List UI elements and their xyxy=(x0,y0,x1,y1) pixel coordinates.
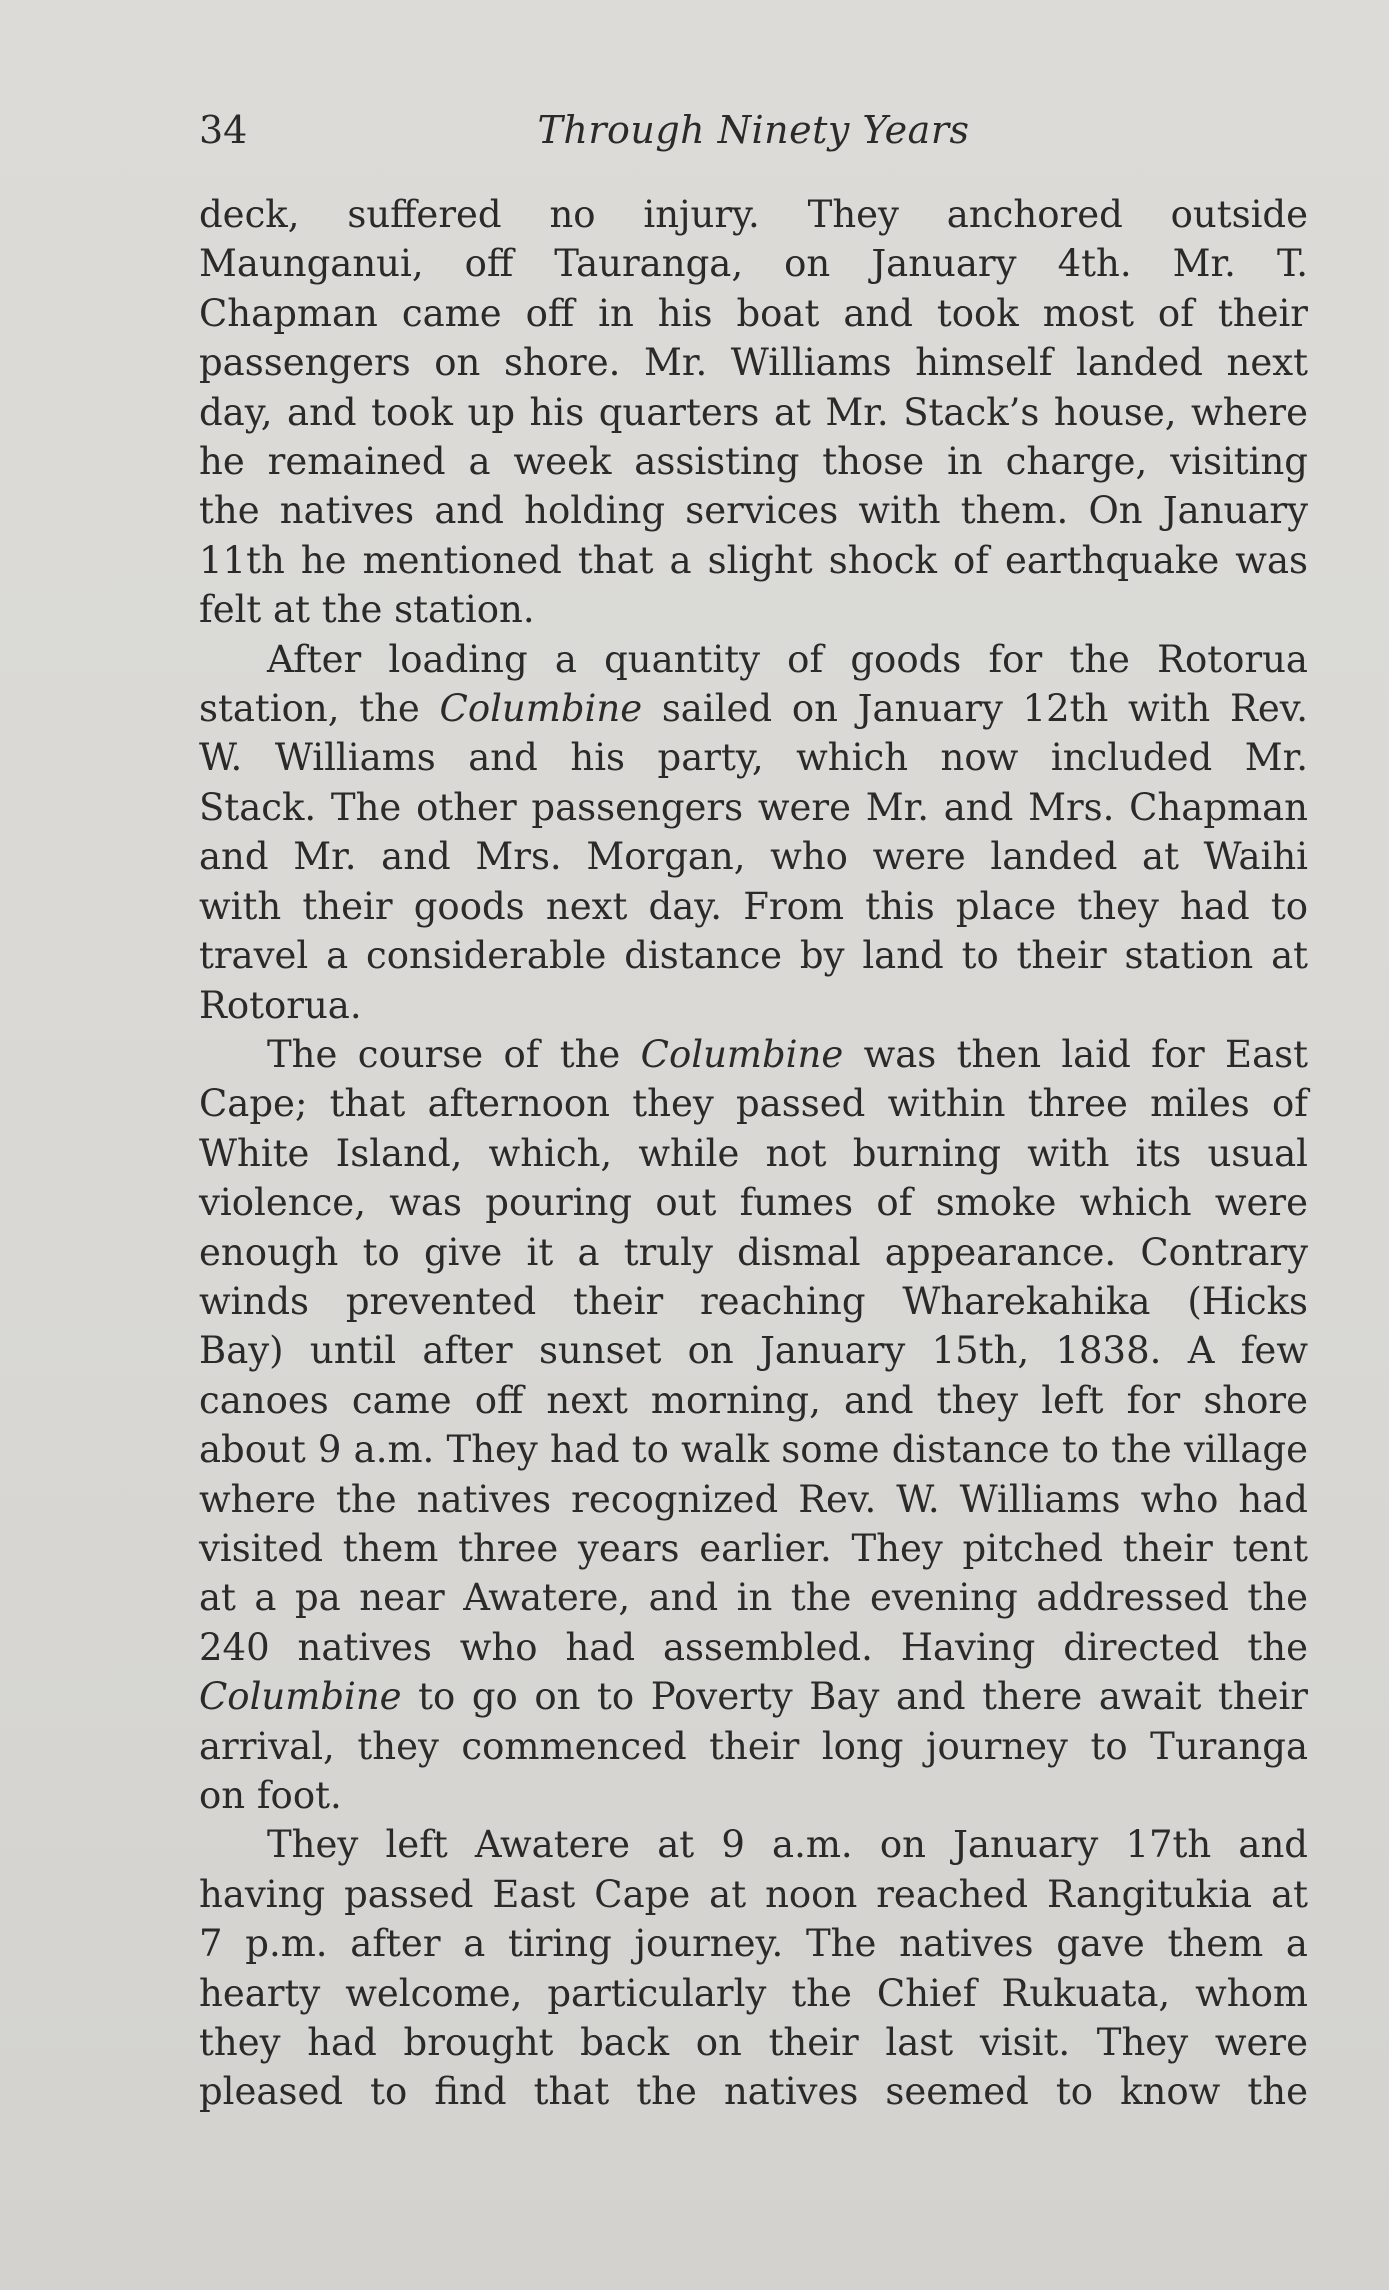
paragraph-3 xyxy=(199,1030,1308,1771)
text-line: pleased to find that the natives seemed to know the xyxy=(199,2070,1308,2114)
text-line: W. Williams and his party, which now included Mr. xyxy=(199,736,1308,780)
text-line: travel a considerable distance by land to their station at xyxy=(199,934,1308,978)
paragraph-2-end xyxy=(199,981,1308,1030)
text-segment: sailed on January 12th with Rev. xyxy=(642,687,1308,731)
text-line: day, and took up his quarters at Mr. Stack’s house, where xyxy=(199,390,1308,434)
text-line: and Mr. and Mrs. Morgan, who were landed at Waihi xyxy=(199,835,1308,879)
text-line: enough to give it a truly dismal appearance. Contrary xyxy=(199,1230,1308,1274)
text-line: winds prevented their reaching Wharekahika (Hicks xyxy=(199,1279,1308,1323)
body-text xyxy=(199,190,1308,2117)
text-line: felt at the station. xyxy=(199,588,535,632)
text-segment: station, the xyxy=(199,687,440,731)
text-line: Cape; that afternoon they passed within three miles of xyxy=(199,1082,1308,1126)
text-line: arrival, they commenced their long journey to Turanga xyxy=(199,1724,1308,1768)
text-line: Rotorua. xyxy=(199,983,362,1027)
paragraph-3-end xyxy=(199,1771,1308,1820)
text-line: at a pa near Awatere, and in the evening addressed the xyxy=(199,1576,1308,1620)
text-segment: The course of the xyxy=(267,1032,641,1076)
paragraph-2 xyxy=(199,635,1308,981)
text-line: 240 natives who had assembled. Having directed the xyxy=(199,1625,1308,1669)
text-line: hearty welcome, particularly the Chief Rukuata, whom xyxy=(199,1971,1308,2015)
text-line: Maunganui, off Tauranga, on January 4th. Mr. T. xyxy=(199,242,1308,286)
running-title: Through Ninety Years xyxy=(537,108,970,152)
text-line: about 9 a.m. They had to walk some distance to the village xyxy=(199,1428,1308,1472)
text-line: 11th he mentioned that a slight shock of earthquake was xyxy=(199,538,1308,582)
text-line: where the natives recognized Rev. W. Williams who had xyxy=(199,1477,1308,1521)
text-segment: to go on to Poverty Bay and there await their xyxy=(401,1675,1308,1719)
text-line: deck, suffered no injury. They anchored outside xyxy=(199,193,1308,236)
text-segment: was then laid for East xyxy=(843,1032,1308,1076)
text-line: the natives and holding services with them. On January xyxy=(199,489,1308,533)
running-head xyxy=(199,108,1308,158)
text-line: visited them three years earlier. They pitched their tent xyxy=(199,1526,1308,1570)
text-line: with their goods next day. From this place they had to xyxy=(199,884,1308,928)
ship-name: Columbine xyxy=(439,687,643,731)
text-line: canoes came off next morning, and they left for shore xyxy=(199,1378,1308,1422)
ship-name: Columbine xyxy=(640,1032,844,1076)
text-line: 7 p.m. after a tiring journey. The natives gave them a xyxy=(199,1922,1308,1966)
ship-name: Columbine xyxy=(199,1675,402,1719)
text-line: After loading a quantity of goods for the Rotorua xyxy=(267,637,1308,681)
text-line: passengers on shore. Mr. Williams himself landed next xyxy=(199,341,1308,385)
text-line: having passed East Cape at noon reached Rangitukia at xyxy=(199,1872,1308,1916)
paragraph-1-end xyxy=(199,585,1308,634)
text-line: Bay) until after sunset on January 15th, 1838. A few xyxy=(199,1329,1308,1373)
page-number: 34 xyxy=(199,108,248,152)
text-line: he remained a week assisting those in charge, visiting xyxy=(199,440,1308,484)
text-line: on foot. xyxy=(199,1774,342,1817)
text-line: White Island, which, while not burning with its usual xyxy=(199,1131,1308,1175)
text-line: They left Awatere at 9 a.m. on January 17th and xyxy=(267,1823,1308,1867)
text-line: Stack. The other passengers were Mr. and Mrs. Chapman xyxy=(199,785,1308,829)
paragraph-4 xyxy=(199,1820,1308,2116)
text-line: they had brought back on their last visit. They were xyxy=(199,2021,1308,2065)
paragraph-1 xyxy=(199,190,1308,585)
text-line: Chapman came off in his boat and took most of their xyxy=(199,291,1308,335)
text-line: violence, was pouring out fumes of smoke which were xyxy=(199,1181,1308,1225)
